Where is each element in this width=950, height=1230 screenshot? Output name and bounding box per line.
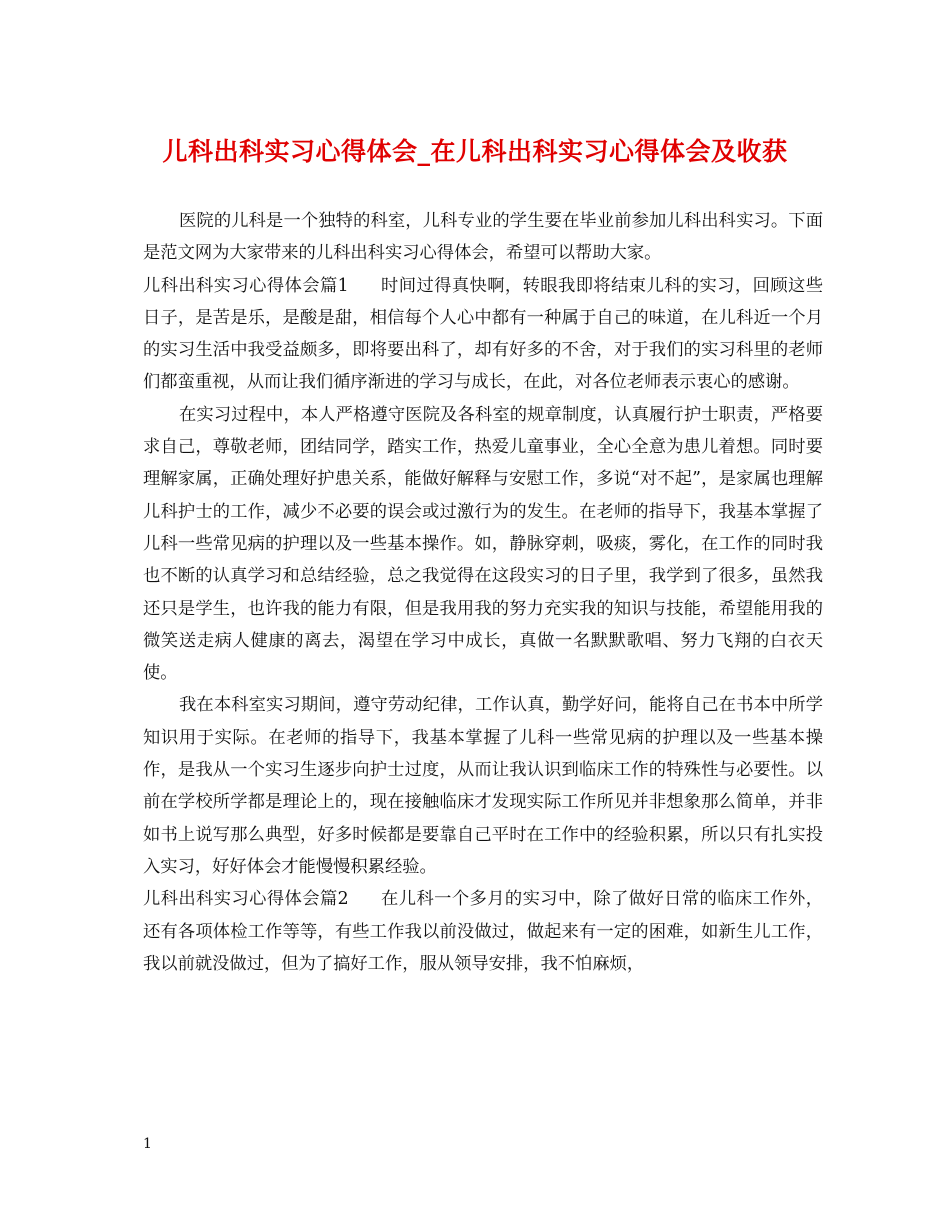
paragraph-intro [143, 205, 823, 270]
paragraph-text: 在实习过程中，本人严格遵守医院及各科室的规章制度，认真履行护士职责，严格要求自己，尊敬老师，团结同学，踏实工作，热爱儿童事业，全心全意为患儿着想。同时要理解家属，正确处理好护患关系，能做好解释与安慰工作，多说“对不起”，是家属也理解儿科护士的工作，减少不必要的误会或过激行为的发生。在老师的指导下，我基本掌握了儿科一些常见病的护理以及一些基本操作。如，静脉穿刺，吸痰，雾化，在工作的同时我也不断的认真学习和总结经验，总之我觉得在这段实习的日子里，我学到了很多，虽然我还只是学生，也许我的能力有限，但是我用我的努力充实我的知识与技能，希望能用我的微笑送走病人健康的离去，渴望在学习中成长，真做一名默默歌唱、努力飞翔的白衣天使。 [143, 404, 823, 684]
paragraph-department-period [143, 689, 823, 883]
page-number: 1 [143, 1136, 152, 1152]
paragraph-internship-process [143, 399, 823, 690]
paragraph-section-2 [143, 883, 823, 980]
document-body [143, 205, 823, 980]
paragraph-section-1 [143, 270, 823, 399]
paragraph-text: 我在本科室实习期间，遵守劳动纪律，工作认真，勤学好问，能将自己在书本中所学知识用于实际。在老师的指导下，我基本掌握了儿科一些常见病的护理以及一些基本操作，是我从一个实习生逐步向护士过度，从而让我认识到临床工作的特殊性与必要性。以前在学校所学都是理论上的，现在接触临床才发现实际工作所见并非想象那么简单，并非如书上说写那么典型，好多时候都是要靠自己平时在工作中的经验积累，所以只有扎实投入实习，好好体会才能慢慢积累经验。 [143, 695, 823, 877]
section-heading: 儿科出科实习心得体会篇1 [143, 275, 349, 296]
paragraph-text: 医院的儿科是一个独特的科室，儿科专业的学生要在毕业前参加儿科出科实习。下面是范文网为大家带来的儿科出科实习心得体会，希望可以帮助大家。 [143, 211, 823, 264]
section-heading: 儿科出科实习心得体会篇2 [143, 889, 349, 910]
paragraph-text: 在儿科一个多月的实习中，除了做好日常的临床工作外，还有各项体检工作等等，有些工作我以前没做过，做起来有一定的困难，如新生儿工作，我以前就没做过，但为了搞好工作，服从领导安排，我不怕麻烦， [143, 889, 823, 974]
paragraph-text: 时间过得真快啊，转眼我即将结束儿科的实习，回顾这些日子，是苦是乐，是酸是甜，相信每个人心中都有一种属于自己的味道，在儿科近一个月的实习生活中我受益颇多，即将要出科了，却有好多的不舍，对于我们的实习科里的老师们都蛮重视，从而让我们循序渐进的学习与成长，在此，对各位老师表示衷心的感谢。 [143, 275, 823, 393]
document-title: 儿科出科实习心得体会_在儿科出科实习心得体会及收获 [162, 137, 788, 166]
